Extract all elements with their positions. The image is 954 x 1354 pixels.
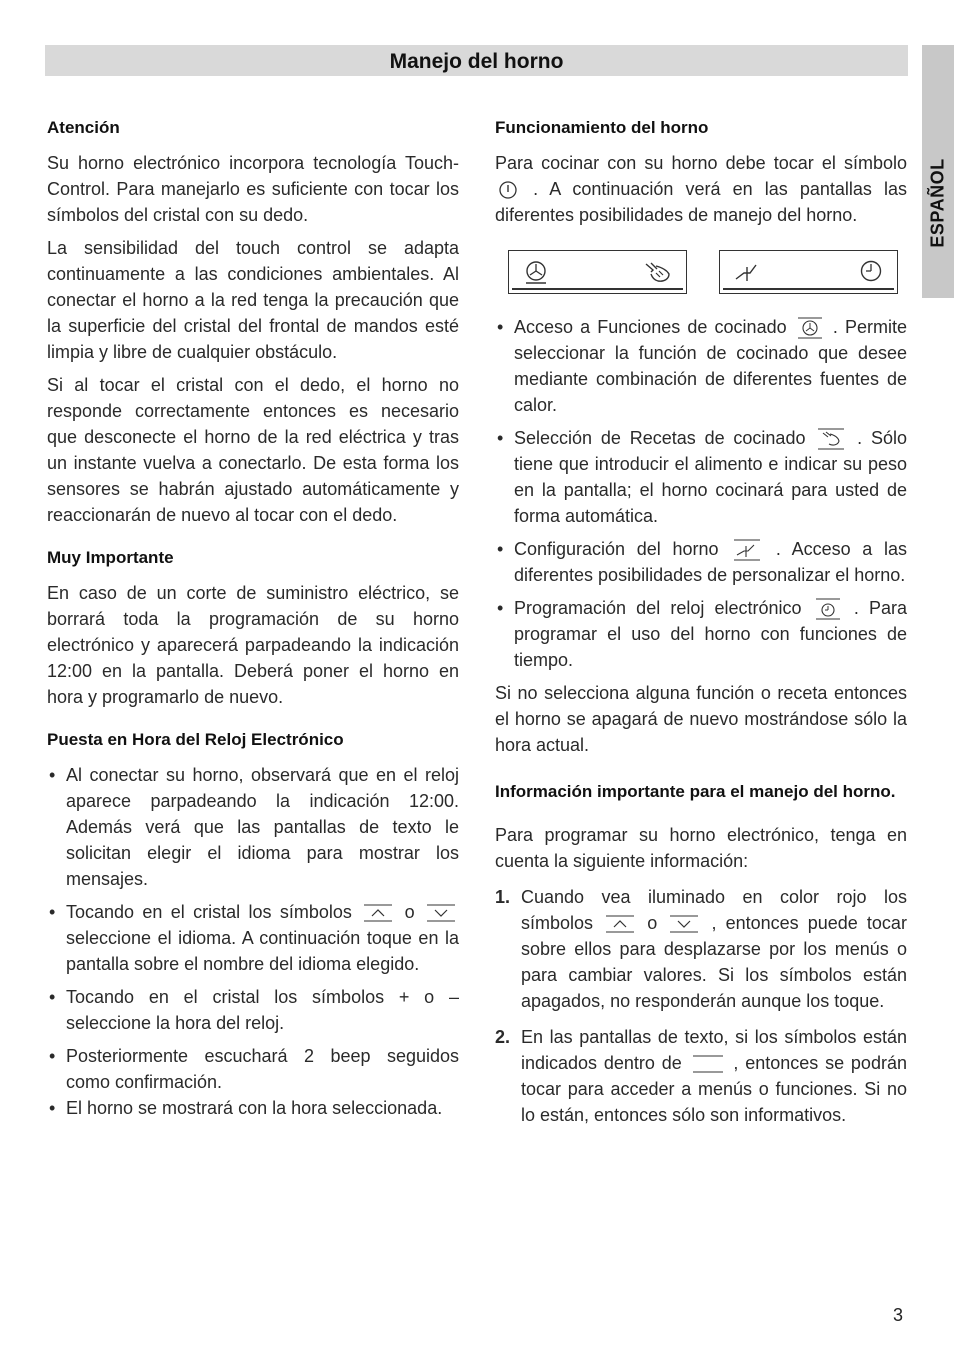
paragraph: En caso de un corte de suministro eléctrico, se borrará toda la programación de su horno electrónico y aparecerá parpadeando la indicación 12:00 en la pantalla. Deberá poner el horno en hora y programarlo de nuevo. <box>47 583 459 707</box>
bullet-list <box>47 762 459 1121</box>
list-item-text: Tocando en el cristal los símbolos <box>66 902 352 922</box>
list-item-text: . Para programar el uso del horno con funciones de tiempo. <box>514 598 907 670</box>
heading-puesta-hora: Puesta en Hora del Reloj Electrónico <box>47 730 344 749</box>
list-item-text: . Sólo tiene que introducir el alimento e indicar su peso en la pantalla; el horno cocinará para usted de forma automática. <box>514 428 907 526</box>
clock-icon <box>815 598 841 620</box>
list-item <box>47 1043 459 1095</box>
numbered-list <box>495 884 907 1128</box>
recipes-icon <box>817 428 845 450</box>
paragraph: Si no selecciona alguna función o receta entonces el horno se apagará de nuevo mostrándose sólo la hora actual. <box>495 683 907 755</box>
power-icon <box>498 180 518 200</box>
display-panel-settings <box>719 250 898 294</box>
list-item-text: . Acceso a las diferentes posibilidades de personalizar el horno. <box>514 539 907 585</box>
list-item-text: o <box>404 902 415 922</box>
list-item <box>495 536 907 588</box>
down-arrow-icon <box>669 915 699 933</box>
cooking-functions-icon <box>797 317 823 339</box>
language-tab-label: ESPAÑOL <box>927 158 948 248</box>
list-item-text: . Permite seleccionar la función de cocinado que desee mediante combinación de diferentes fuentes de calor. <box>514 317 907 415</box>
right-column <box>495 116 907 1138</box>
list-item-text: , entonces se podrán tocar para acceder a menús o funciones. Si no lo están, entonces sólo son informativos. <box>521 1053 907 1125</box>
clock-icon <box>859 259 883 290</box>
list-item <box>495 314 907 418</box>
cooking-functions-icon <box>523 259 549 292</box>
list-number: 2. <box>495 1027 511 1047</box>
list-item-text: , entonces puede tocar sobre ellos para desplazarse por los menús o para cambiar valores. Si los símbolos están apagados, no responderán aunque los toque. <box>521 913 907 1011</box>
list-item-text: seleccione el idioma. A continuación toque en la pantalla sobre el nombre del idioma elegido. <box>66 928 459 974</box>
up-arrow-icon <box>605 915 635 933</box>
page-title: Manejo del horno <box>45 45 908 76</box>
language-tab <box>922 45 954 298</box>
list-item-text: Acceso a Funciones de cocinado <box>514 317 787 337</box>
list-item <box>47 762 459 892</box>
paragraph-text: Para cocinar con su horno debe tocar el símbolo <box>495 153 907 173</box>
paragraph <box>495 150 907 228</box>
list-item <box>47 1095 459 1121</box>
paragraph: Para programar su horno electrónico, tenga en cuenta la siguiente información: <box>495 825 907 871</box>
paragraph: Su horno electrónico incorpora tecnología Touch-Control. Para manejarlo es suficiente con tocar los símbolos del cristal con su dedo. <box>47 153 459 225</box>
list-item-text: Cuando vea iluminado en color rojo los símbolos <box>521 887 907 933</box>
list-item-text: Al conectar su horno, observará que en el reloj aparece parpadeando la indicación 12:00. Además verá que las pantallas de texto le solicitan elegir el idioma para mostrar los mensajes. <box>66 765 459 889</box>
heading-muy-importante: Muy Importante <box>47 548 174 567</box>
list-item-text: o <box>647 913 658 933</box>
settings-icon <box>733 539 761 561</box>
recipes-icon <box>642 259 672 292</box>
heading-atencion: Atención <box>47 118 120 137</box>
bullet-list <box>495 314 907 673</box>
paragraph: La sensibilidad del touch control se adapta continuamente a las condiciones ambientales. Al conectar el horno a la red tenga la precaución que la superficie del cristal del frontal de mandos esté limpia y libre de cualquier obstáculo. <box>47 238 459 362</box>
heading-funcionamiento: Funcionamiento del horno <box>495 118 709 137</box>
list-item-text: El horno se mostrará con la hora seleccionada. <box>66 1098 443 1118</box>
list-number: 1. <box>495 887 511 907</box>
display-panel-main <box>508 250 687 294</box>
down-arrow-icon <box>426 904 456 922</box>
list-item-text: Programación del reloj electrónico <box>514 598 802 618</box>
left-column <box>47 116 459 1128</box>
list-item-text: Posteriormente escuchará 2 beep seguidos como confirmación. <box>66 1046 459 1092</box>
paragraph: Si al tocar el cristal con el dedo, el horno no responde correctamente entonces es necesario que desconecte el horno de la red eléctrica y tras un instante vuelva a conectarlo. De esta forma los sensores se habrán ajustado automáticamente y reaccionarán de nuevo al tocar con el dedo. <box>47 375 459 525</box>
list-item <box>495 884 907 1014</box>
list-item-text: Configuración del horno <box>514 539 719 559</box>
list-item <box>47 899 459 977</box>
list-item <box>47 984 459 1036</box>
bracket-symbol-icon <box>692 1055 724 1073</box>
list-item <box>495 1024 907 1128</box>
display-panels <box>508 250 898 294</box>
paragraph-text: . A continuación verá en las pantallas las diferentes posibilidades de manejo del horno. <box>495 179 907 225</box>
list-item-text: Selección de Recetas de cocinado <box>514 428 806 448</box>
list-item <box>495 595 907 673</box>
heading-informacion: Información importante para el manejo del horno. <box>495 782 896 801</box>
page-number: 3 <box>893 1305 904 1325</box>
settings-icon <box>734 259 764 292</box>
list-item-text: En las pantallas de texto, si los símbolos están indicados dentro de <box>521 1027 907 1073</box>
list-item-text: Tocando en el cristal los símbolos + o – seleccione la hora del reloj. <box>66 987 459 1033</box>
up-arrow-icon <box>363 904 393 922</box>
list-item <box>495 425 907 529</box>
